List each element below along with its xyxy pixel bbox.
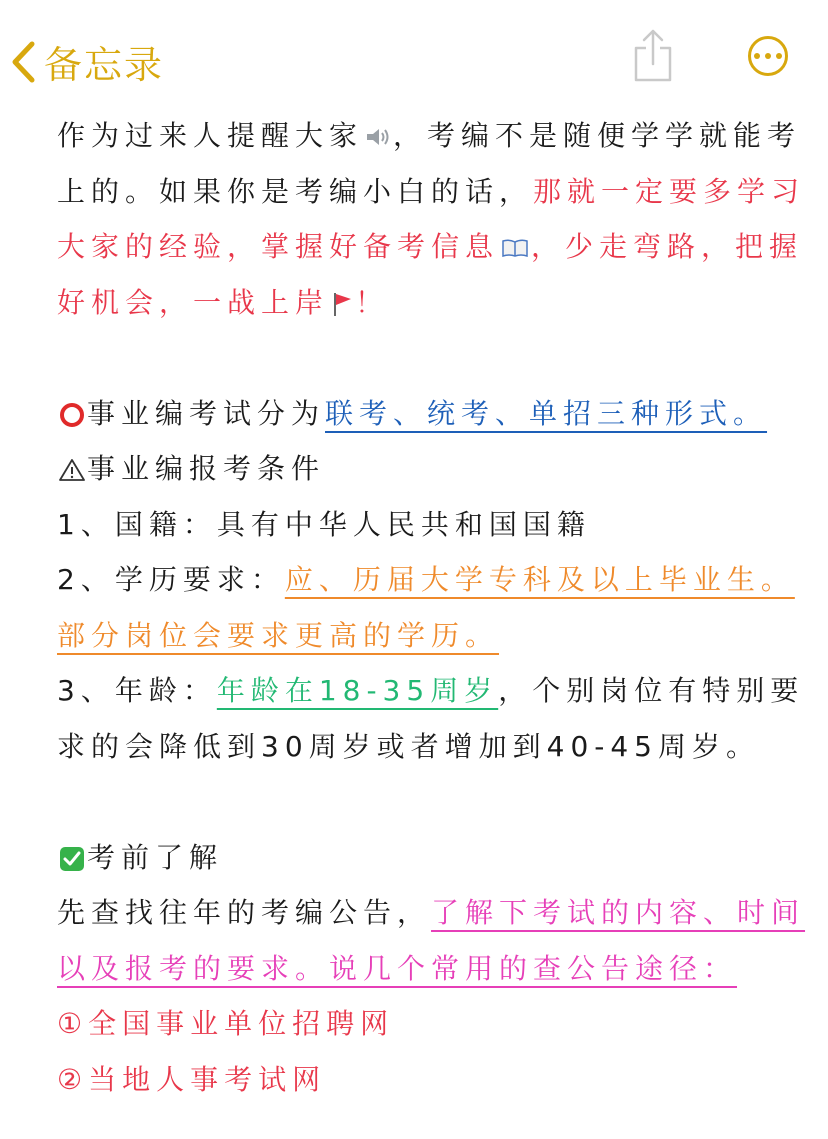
- book-icon: [501, 238, 529, 258]
- more-icon: [754, 53, 760, 59]
- back-button[interactable]: [10, 34, 164, 89]
- nav-bar: [0, 0, 828, 110]
- red-circle-icon: [59, 402, 85, 428]
- speaker-icon: [365, 126, 391, 148]
- more-options-button[interactable]: [748, 36, 788, 76]
- share-icon: [630, 28, 676, 84]
- checkmark-icon: [59, 846, 85, 872]
- condition-age-2: 求的会降低到30周岁或者增加到40-45周岁。: [57, 729, 760, 763]
- condition-education-2: 部分岗位会要求更高的学历。: [57, 618, 500, 652]
- conditions-heading: 事业编报考条件: [57, 441, 757, 497]
- chevron-left-icon: [10, 40, 36, 84]
- intro-line-2: 上的。如果你是考编小白的话，那就一定要多学习: [57, 174, 806, 208]
- channel-2: ②当地人事考试网: [57, 1062, 327, 1096]
- flag-icon: [331, 291, 353, 317]
- condition-education: 2、学历要求：应、历届大学专科及以上毕业生。: [57, 563, 795, 596]
- note-body[interactable]: [57, 108, 806, 1107]
- condition-age: 3、年龄：年龄在18-35周岁，个别岗位有特别要: [57, 674, 805, 707]
- warning-icon: [59, 458, 85, 482]
- back-label: 备忘录: [44, 43, 165, 87]
- channel-1: ①全国事业单位招聘网: [57, 1007, 395, 1040]
- pre-exam-para-1: 先查找往年的考编公告，了解下考试的内容、时间: [57, 896, 806, 929]
- intro-line-1: 作为过来人提醒大家 ，考编不是随便学学就能考: [57, 119, 802, 152]
- pre-exam-heading: 考前了解: [57, 830, 757, 886]
- condition-nationality: 1、国籍：具有中华人民共和国国籍: [57, 507, 591, 541]
- exam-forms-line: 事业编考试分为联考、统考、单招三种形式。: [57, 386, 757, 442]
- pre-exam-para-2: 以及报考的要求。说几个常用的查公告途径：: [57, 951, 738, 985]
- intro-line-3: 大家的经验，掌握好备考信息 ，少走弯路，把握: [57, 230, 804, 263]
- intro-line-4: 好机会，一战上岸 ！: [57, 285, 390, 319]
- share-button[interactable]: [630, 28, 676, 88]
